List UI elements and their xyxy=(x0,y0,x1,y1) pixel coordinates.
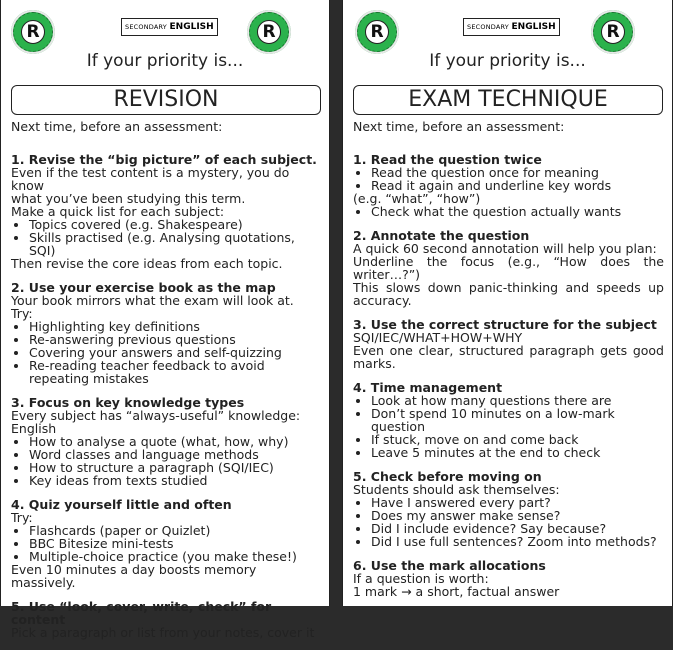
bullet-item: • Word classes and language methods xyxy=(29,448,321,461)
tip-heading: 1. Read the question twice xyxy=(353,152,542,167)
bullet-item: • Key ideas from texts studied xyxy=(29,474,321,487)
bullet-item: • BBC Bitesize mini-tests xyxy=(29,537,321,550)
tip-heading: 6. Use the mark allocations xyxy=(353,558,546,573)
tip-section xyxy=(11,396,321,487)
tip-heading: 2. Annotate the question xyxy=(353,228,530,243)
body-text: Make a quick list for each subject: xyxy=(11,204,225,219)
tip-section xyxy=(353,470,664,548)
tip-section xyxy=(11,153,321,270)
body-text: If a question is worth: xyxy=(353,571,489,586)
section-title: REVISION xyxy=(113,87,219,112)
priority-prompt: If your priority is... xyxy=(86,51,244,71)
body-text: marks. xyxy=(353,356,396,371)
bullet-item: • Read the question once for meaning xyxy=(371,166,664,179)
exam-technique-content xyxy=(353,120,664,609)
bullet-item: • Don’t spend 10 minutes on a low-mark question xyxy=(371,407,664,433)
bullet-item: • Highlighting key definitions xyxy=(29,320,321,333)
body-text: what you’ve been studying this term. xyxy=(11,191,246,206)
intro-text: Next time, before an assessment: xyxy=(11,119,223,134)
bullet-item: • Have I answered every part? xyxy=(371,496,664,509)
bullet-list xyxy=(353,205,664,218)
card-header xyxy=(343,0,672,80)
body-text: English xyxy=(11,421,57,436)
tip-section xyxy=(11,281,321,385)
secondary-english-logo: SECONDARY ENGLISH xyxy=(463,18,560,36)
bullet-item: • Flashcards (paper or Quizlet) xyxy=(29,524,321,537)
bullet-item: • Did I use full sentences? Zoom into methods? xyxy=(371,535,664,548)
body-text: Students should ask themselves: xyxy=(353,482,560,497)
section-title-box xyxy=(11,85,321,115)
body-text: A quick 60 second annotation will help you plan: xyxy=(353,241,657,256)
body-text: Even 10 minutes a day boosts memory massively. xyxy=(11,562,257,590)
tip-heading: 5. Use “look, cover, write, check” for content xyxy=(11,599,272,627)
body-text: This slows down panic-thinking and speeds up xyxy=(353,280,664,295)
bullet-item: • Read it again and underline key words xyxy=(371,179,664,192)
body-text: accuracy. xyxy=(353,293,412,308)
bullet-list xyxy=(11,218,321,257)
tip-heading: 4. Time management xyxy=(353,380,503,395)
bullet-item: • Multiple-choice practice (you make these!) xyxy=(29,550,321,563)
retrieval-badge-icon: R xyxy=(355,10,399,54)
bullet-item: • Leave 5 minutes at the end to check xyxy=(371,446,664,459)
intro-text: Next time, before an assessment: xyxy=(353,119,565,134)
tip-heading: 3. Focus on key knowledge types xyxy=(11,395,245,410)
tip-section xyxy=(11,600,321,639)
bullet-item: • Covering your answers and self-quizzing xyxy=(29,346,321,359)
body-text: Even one clear, structured paragraph gets good xyxy=(353,343,664,358)
bullet-list xyxy=(11,435,321,487)
body-text: Even if the test content is a mystery, you do know xyxy=(11,165,290,193)
body-text: 1 mark → a short, factual answer xyxy=(353,584,560,599)
body-text: writer…?”) xyxy=(353,267,421,282)
bullet-list xyxy=(11,524,321,563)
bullet-item: • Skills practised (e.g. Analysing quotations, SQI) xyxy=(29,231,321,257)
bullet-list xyxy=(353,166,664,192)
body-text: Pick a paragraph or list from your notes, cover it xyxy=(11,625,315,640)
bullet-item: • If stuck, move on and come back xyxy=(371,433,664,446)
tip-heading: 5. Check before moving on xyxy=(353,469,542,484)
body-text: Try: xyxy=(11,510,33,525)
bullet-list xyxy=(353,394,664,459)
revision-card xyxy=(0,0,330,640)
bullet-list xyxy=(11,320,321,385)
bullet-item: • Check what the question actually wants xyxy=(371,205,664,218)
bullet-item: • Re-reading teacher feedback to avoid repeating mistakes xyxy=(29,359,321,385)
retrieval-badge-icon: R xyxy=(591,10,635,54)
body-text: Every subject has “always-useful” knowledge: xyxy=(11,408,301,423)
card-header xyxy=(1,0,329,80)
bullet-item: • Did I include evidence? Say because? xyxy=(371,522,664,535)
tip-heading: 2. Use your exercise book as the map xyxy=(11,280,276,295)
body-text: (e.g. “what”, “how”) xyxy=(353,191,481,206)
bullet-list xyxy=(353,496,664,548)
body-text: Your book mirrors what the exam will look at. xyxy=(11,293,294,308)
body-text: Underline the focus (e.g., “How does the xyxy=(353,254,664,269)
secondary-english-logo: SECONDARY ENGLISH xyxy=(121,18,218,36)
bullet-item: • Topics covered (e.g. Shakespeare) xyxy=(29,218,321,231)
bullet-item: • How to analyse a quote (what, how, why) xyxy=(29,435,321,448)
tip-section xyxy=(353,559,664,598)
tip-heading: 1. Revise the “big picture” of each subject. xyxy=(11,152,317,167)
body-text: SQI/IEC/WHAT+HOW+WHY xyxy=(353,330,523,345)
section-title: EXAM TECHNIQUE xyxy=(408,87,608,112)
revision-content xyxy=(11,120,321,650)
tip-section xyxy=(353,153,664,218)
tip-section xyxy=(353,318,664,370)
tip-section xyxy=(353,229,664,307)
tip-heading: 3. Use the correct structure for the subject xyxy=(353,317,657,332)
bullet-item: • Look at how many questions there are xyxy=(371,394,664,407)
tip-heading: 4. Quiz yourself little and often xyxy=(11,497,232,512)
tip-section xyxy=(353,381,664,459)
bullet-item: • Does my answer make sense? xyxy=(371,509,664,522)
body-text: Then revise the core ideas from each topic. xyxy=(11,256,283,271)
retrieval-badge-icon: R xyxy=(247,10,291,54)
bullet-item: • How to structure a paragraph (SQI/IEC) xyxy=(29,461,321,474)
tip-section xyxy=(11,498,321,589)
section-title-box xyxy=(353,85,663,115)
bullet-item: • Re-answering previous questions xyxy=(29,333,321,346)
body-text: Try: xyxy=(11,306,33,321)
priority-prompt: If your priority is... xyxy=(429,51,586,71)
retrieval-badge-icon: R xyxy=(11,10,55,54)
exam-technique-card xyxy=(342,0,673,606)
